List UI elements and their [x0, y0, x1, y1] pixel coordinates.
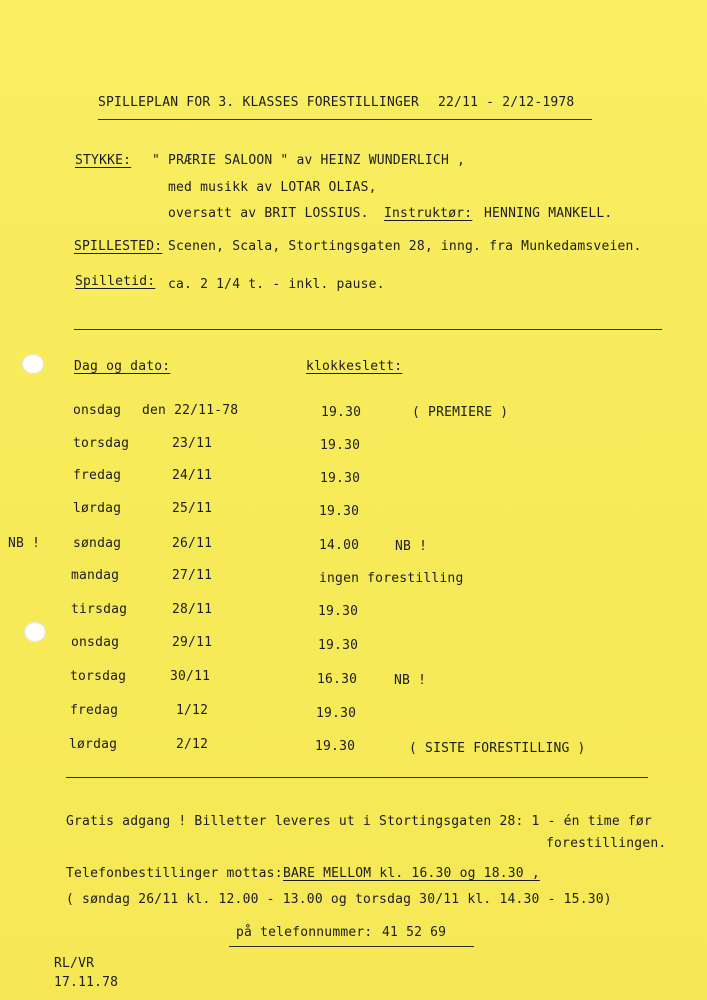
- punch-hole-bottom: [24, 622, 46, 642]
- row-day: fredag: [70, 703, 119, 718]
- phone-rule: [229, 946, 474, 947]
- row-date: 28/11: [172, 602, 213, 617]
- row-date: 24/11: [172, 468, 213, 483]
- row-date: 29/11: [172, 635, 213, 650]
- row-day: lørdag: [73, 501, 122, 516]
- row-time: 19.30: [321, 405, 362, 420]
- row-time: 19.30: [319, 504, 360, 519]
- row-time: 19.30: [320, 438, 361, 453]
- info-rule: [74, 329, 662, 330]
- row-date: 25/11: [172, 501, 213, 516]
- row-time: 19.30: [318, 604, 359, 619]
- row-time: ingen forestilling: [319, 571, 464, 586]
- row-day: onsdag: [73, 403, 122, 418]
- document-date: 17.11.78: [54, 975, 119, 990]
- instruktor-label: Instruktør:: [384, 206, 473, 221]
- spillested-value: Scenen, Scala, Stortingsgaten 28, inng. fra Munkedamsveien.: [168, 239, 642, 254]
- row-day: torsdag: [73, 436, 130, 451]
- row-time: 19.30: [315, 739, 356, 754]
- row-note: NB !: [394, 673, 427, 688]
- telefon-text-b: BARE MELLOM kl. 16.30 og 18.30 ,: [283, 866, 540, 881]
- schedule-rule: [66, 777, 648, 778]
- phone-number: 41 52 69: [382, 925, 447, 940]
- punch-hole-top: [22, 354, 44, 374]
- margin-note: NB !: [8, 536, 41, 551]
- gratis-text-line-2: forestillingen.: [546, 836, 667, 851]
- row-time: 16.30: [317, 672, 358, 687]
- row-date: 23/11: [172, 436, 213, 451]
- row-time: 19.30: [318, 638, 359, 653]
- initials: RL/VR: [54, 956, 95, 971]
- row-day: mandag: [71, 568, 120, 583]
- stykke-line-3: oversatt av BRIT LOSSIUS.: [168, 206, 369, 221]
- row-day: tirsdag: [71, 602, 128, 617]
- phone-label: på telefonnummer:: [236, 925, 373, 940]
- row-date: 30/11: [170, 669, 211, 684]
- row-day: søndag: [73, 536, 122, 551]
- row-time: 14.00: [319, 538, 360, 553]
- document-period: 22/11 - 2/12-1978: [438, 95, 575, 110]
- document-title: SPILLEPLAN FOR 3. KLASSES FORESTILLINGER: [98, 95, 420, 110]
- row-day: torsdag: [70, 669, 127, 684]
- gratis-text-line-1: Gratis adgang ! Billetter leveres ut i Stortingsgaten 28: 1 - én time før: [66, 814, 652, 829]
- row-date: 26/11: [172, 536, 213, 551]
- spillested-label: SPILLESTED:: [74, 239, 163, 254]
- telefon-text-line-2: ( søndag 26/11 kl. 12.00 - 13.00 og torsdag 30/11 kl. 14.30 - 15.30): [66, 892, 612, 907]
- stykke-line-2: med musikk av LOTAR OLIAS,: [168, 180, 377, 195]
- row-note: ( PREMIERE ): [412, 405, 509, 420]
- row-day: lørdag: [69, 737, 118, 752]
- row-note: NB !: [395, 539, 428, 554]
- stykke-label: STYKKE:: [75, 153, 132, 168]
- row-day: fredag: [73, 468, 122, 483]
- row-date: 2/12: [176, 737, 209, 752]
- row-note: ( SISTE FORESTILLING ): [409, 741, 586, 756]
- stykke-line-1: " PRÆRIE SALOON " av HEINZ WUNDERLICH ,: [152, 153, 466, 168]
- spilletid-value: ca. 2 1/4 t. - inkl. pause.: [168, 277, 385, 292]
- telefon-text-a: Telefonbestillinger mottas:: [66, 866, 283, 881]
- row-date: den 22/11-78: [142, 403, 239, 418]
- row-time: 19.30: [320, 471, 361, 486]
- row-day: onsdag: [71, 635, 120, 650]
- row-date: 1/12: [176, 703, 209, 718]
- column-header-day: Dag og dato:: [74, 359, 171, 374]
- row-date: 27/11: [172, 568, 213, 583]
- instruktor-value: HENNING MANKELL.: [484, 206, 613, 221]
- column-header-time: klokkeslett:: [306, 359, 403, 374]
- spilletid-label: Spilletid:: [75, 274, 156, 289]
- row-time: 19.30: [316, 706, 357, 721]
- header-rule: [98, 119, 592, 120]
